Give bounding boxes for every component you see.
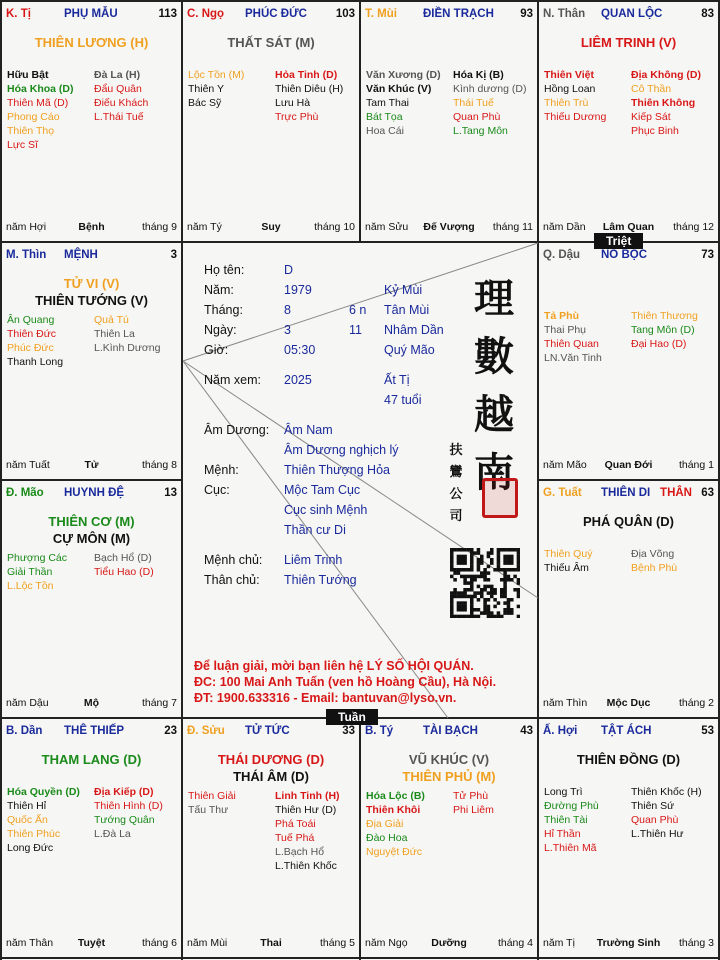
palace-year: năm Thìn bbox=[543, 697, 588, 709]
minor-star: Thiên Không bbox=[631, 97, 696, 109]
year-can: Kỷ Mùi bbox=[384, 283, 423, 297]
palace-year: năm Thân bbox=[6, 937, 54, 949]
palace-house: HUYNH ĐỆ bbox=[64, 487, 125, 499]
palace-month: tháng 12 bbox=[673, 221, 714, 233]
palace-house: QUAN LỘC bbox=[601, 8, 663, 20]
minor-star: Thiên Quan bbox=[544, 338, 599, 350]
name-label: Họ tên: bbox=[204, 263, 245, 277]
palace-month: tháng 10 bbox=[314, 221, 355, 233]
palace-house: PHỤ MẪU bbox=[64, 8, 118, 20]
palace-branch: N. Thân bbox=[543, 8, 586, 20]
life-stage: Lâm Quan bbox=[602, 221, 655, 233]
minor-star: Thai Phụ bbox=[544, 324, 587, 336]
main-star: THÁI ÂM (D) bbox=[233, 769, 309, 784]
minor-star: LN.Văn Tinh bbox=[544, 352, 602, 364]
palace-month: tháng 4 bbox=[497, 937, 533, 949]
palace-month: tháng 11 bbox=[492, 221, 533, 233]
palace-number: 3 bbox=[170, 249, 177, 261]
palace-house: MỆNH bbox=[64, 249, 98, 261]
palace-house: ĐIỀN TRẠCH bbox=[423, 8, 494, 20]
cuc-value-3: Thần cư Di bbox=[284, 523, 346, 537]
minor-star: Thiên La bbox=[94, 328, 135, 340]
day-label: Ngày: bbox=[204, 323, 237, 337]
cuc-value: Mộc Tam Cục bbox=[284, 483, 361, 497]
triet-tag: Triệt bbox=[594, 233, 643, 249]
minor-star: Linh Tinh (H) bbox=[275, 790, 340, 802]
minor-star: L.Thiên Khốc bbox=[275, 860, 337, 872]
palace-month: tháng 3 bbox=[678, 937, 714, 949]
minor-star: Kiếp Sát bbox=[631, 111, 671, 123]
minor-star: Bệnh Phù bbox=[631, 562, 678, 574]
minor-star: Quan Phù bbox=[453, 111, 501, 123]
menhchu-value: Liêm Trinh bbox=[284, 553, 343, 567]
menh-label: Mệnh: bbox=[204, 463, 239, 477]
minor-star: Hoa Cái bbox=[366, 125, 404, 137]
main-star: THÁI DƯƠNG (D) bbox=[217, 752, 325, 767]
contact-line-1: Để luận giải, mời bạn liên hệ LÝ SỐ HỘI QUÁN. bbox=[194, 659, 474, 673]
cuc-value-2: Cục sinh Mệnh bbox=[284, 503, 368, 517]
palace-year: năm Hợi bbox=[6, 221, 47, 233]
main-star: THIÊN TƯỚNG (V) bbox=[35, 293, 148, 308]
life-stage: Tuyệt bbox=[77, 937, 106, 949]
palace-branch: Ấ. Hợi bbox=[543, 725, 578, 737]
minor-star: Hóa Quyền (D) bbox=[7, 786, 80, 798]
day-extra: 11 bbox=[349, 323, 362, 337]
palace-number: 73 bbox=[701, 249, 714, 261]
palace-branch: C. Ngọ bbox=[187, 8, 225, 20]
minor-star: Nguyệt Đức bbox=[366, 846, 423, 858]
minor-star: Quốc Ấn bbox=[7, 814, 48, 826]
minor-star: Phúc Đức bbox=[7, 342, 54, 354]
palace-house: THÊ THIẾP bbox=[64, 725, 125, 737]
life-stage: Bệnh bbox=[78, 221, 105, 233]
month-label: Tháng: bbox=[204, 303, 243, 317]
minor-star: Ân Quang bbox=[7, 314, 55, 326]
minor-star: Tướng Quân bbox=[94, 814, 155, 826]
minor-star: Thái Tuế bbox=[453, 97, 494, 109]
main-star: TỬ VI (V) bbox=[63, 276, 120, 291]
palace-house: TÀI BẠCH bbox=[423, 725, 478, 737]
tuan-tag: Tuần bbox=[326, 709, 378, 725]
main-star: CỰ MÔN (M) bbox=[52, 531, 131, 546]
palace-branch: G. Tuất bbox=[543, 487, 582, 499]
minor-star: Tiểu Hao (D) bbox=[94, 566, 154, 578]
minor-star: Đẩu Quân bbox=[94, 83, 142, 95]
minor-star: Hữu Bật bbox=[7, 69, 49, 81]
minor-star: Thiên Mã (D) bbox=[7, 97, 69, 109]
palace-month: tháng 9 bbox=[141, 221, 177, 233]
minor-star: Thiên Tài bbox=[544, 814, 588, 826]
minor-star: Thiên Phúc bbox=[7, 828, 61, 840]
minor-star: Hỏa Tinh (D) bbox=[275, 69, 338, 81]
minor-star: L.Thiên Hư bbox=[631, 828, 684, 840]
minor-star: L.Tang Môn bbox=[453, 125, 508, 137]
life-stage: Đế Vượng bbox=[423, 221, 475, 233]
minor-star: Thiên Khốc (H) bbox=[631, 786, 702, 798]
minor-star: Giải Thần bbox=[7, 566, 53, 578]
hour-can: Quý Mão bbox=[384, 343, 435, 357]
palace-year: năm Mùi bbox=[187, 937, 228, 949]
minor-star: Thiên Quý bbox=[544, 548, 593, 560]
minor-star: Long Đức bbox=[7, 842, 54, 854]
minor-star: Tấu Thư bbox=[188, 804, 229, 816]
minor-star: Thiên Việt bbox=[544, 69, 594, 81]
palace-month: tháng 1 bbox=[678, 459, 714, 471]
minor-star: Thiếu Dương bbox=[544, 111, 607, 123]
minor-star: Thiếu Âm bbox=[544, 562, 589, 574]
minor-star: Thiên Hình (D) bbox=[94, 800, 163, 812]
amduong-label: Âm Dương: bbox=[204, 423, 270, 437]
palace-house: PHÚC ĐỨC bbox=[245, 8, 307, 20]
seal-stamp bbox=[482, 478, 518, 518]
minor-star: Tang Môn (D) bbox=[631, 324, 695, 336]
minor-star: Hóa Lộc (B) bbox=[366, 790, 425, 802]
thanchu-value: Thiên Tướng bbox=[284, 573, 357, 587]
minor-star: Phá Toái bbox=[275, 818, 316, 830]
month-value: 8 bbox=[284, 303, 291, 317]
minor-star: Tuế Phá bbox=[275, 832, 315, 844]
contact-line-3: ĐT: 1900.633316 - Email: bantuvan@lyso.vn. bbox=[194, 691, 457, 705]
view-year-value: 2025 bbox=[284, 373, 312, 387]
palace-year: năm Tuất bbox=[6, 459, 50, 471]
minor-star: Tam Thai bbox=[366, 97, 409, 109]
minor-star: Quan Phù bbox=[631, 814, 679, 826]
minor-star: Phong Cáo bbox=[7, 111, 60, 123]
minor-star: Bác Sỹ bbox=[188, 97, 222, 109]
view-year-can: Ất Tị bbox=[384, 373, 410, 387]
life-stage: Dưỡng bbox=[431, 937, 467, 949]
life-stage: Quan Đới bbox=[604, 459, 653, 471]
year-value: 1979 bbox=[284, 283, 312, 297]
minor-star: Đào Hoa bbox=[366, 832, 408, 844]
minor-star: Long Trì bbox=[544, 786, 583, 798]
month-can: Tân Mùi bbox=[384, 303, 430, 317]
palace-month: tháng 8 bbox=[141, 459, 177, 471]
minor-star: Thiên Giải bbox=[188, 790, 236, 802]
palace-year: năm Sửu bbox=[365, 221, 409, 233]
minor-star: Đường Phù bbox=[544, 800, 599, 812]
minor-star: Cô Thần bbox=[631, 83, 672, 95]
palace-number: 43 bbox=[520, 725, 533, 737]
main-star: LIÊM TRINH (V) bbox=[580, 35, 677, 50]
palace-branch: B. Dần bbox=[6, 725, 43, 737]
minor-star: Hóa Kị (B) bbox=[453, 69, 504, 81]
minor-star: Bạch Hổ (D) bbox=[94, 552, 152, 564]
palace-branch: Q. Dậu bbox=[543, 249, 581, 261]
main-star: THIÊN LƯƠNG (H) bbox=[34, 35, 149, 50]
age-value: 47 tuổi bbox=[384, 393, 422, 407]
main-star: THAM LANG (D) bbox=[41, 752, 142, 767]
life-stage: Suy bbox=[261, 221, 281, 233]
menhchu-label: Mệnh chủ: bbox=[204, 553, 263, 567]
contact-line-2: ĐC: 100 Mai Anh Tuấn (ven hồ Hoàng Cầu), Hà Nội. bbox=[194, 675, 497, 689]
palace-branch: Đ. Sửu bbox=[187, 725, 225, 737]
minor-star: Kình dương (D) bbox=[453, 83, 527, 95]
minor-star: Hóa Khoa (D) bbox=[7, 83, 74, 95]
palace-number: 83 bbox=[701, 8, 714, 20]
minor-star: Thiên Hỉ bbox=[7, 800, 47, 812]
cuc-label: Cục: bbox=[204, 483, 230, 497]
minor-star: Lưu Hà bbox=[275, 97, 311, 109]
palace-branch: Đ. Mão bbox=[6, 487, 44, 499]
menh-value: Thiên Thượng Hỏa bbox=[284, 463, 390, 477]
minor-star: Trực Phù bbox=[275, 111, 319, 123]
palace-number: 23 bbox=[164, 725, 177, 737]
palace-branch: M. Thìn bbox=[6, 249, 47, 261]
minor-star: Hỉ Thần bbox=[544, 828, 581, 840]
palace-number: 13 bbox=[164, 487, 177, 499]
minor-star: Điếu Khách bbox=[94, 97, 149, 109]
minor-star: Thiên Thương bbox=[631, 310, 698, 322]
minor-star: Bát Tọa bbox=[366, 111, 403, 123]
palace-house: TỬ TỨC bbox=[245, 725, 290, 737]
life-stage: Tử bbox=[84, 459, 99, 471]
qr-code[interactable] bbox=[450, 548, 520, 618]
main-star: THIÊN CƠ (M) bbox=[48, 514, 135, 529]
day-can: Nhâm Dần bbox=[384, 323, 444, 337]
minor-star: Hồng Loan bbox=[544, 83, 596, 95]
palace-year: năm Dậu bbox=[6, 697, 49, 709]
palace-branch: K. Tị bbox=[6, 8, 31, 20]
minor-star: Thanh Long bbox=[7, 356, 64, 368]
minor-star: L.Đà La bbox=[94, 828, 131, 840]
life-stage: Mộc Dục bbox=[606, 697, 651, 709]
minor-star: Phục Binh bbox=[631, 125, 679, 137]
view-year-label: Năm xem: bbox=[204, 373, 261, 387]
main-star: THẤT SÁT (M) bbox=[227, 35, 315, 50]
minor-star: Địa Kiếp (D) bbox=[94, 786, 154, 798]
month-extra: 6 n bbox=[349, 303, 367, 317]
palace-month: tháng 7 bbox=[141, 697, 177, 709]
minor-star: Thiên Diêu (H) bbox=[275, 83, 344, 95]
minor-star: Địa Võng bbox=[631, 548, 675, 560]
amduong-value-2: Âm Dương nghịch lý bbox=[284, 443, 399, 457]
palace-house: NÔ BỘC bbox=[601, 249, 647, 261]
day-value: 3 bbox=[284, 323, 291, 337]
minor-star: Thiên Trù bbox=[544, 97, 589, 109]
minor-star: Lộc Tồn (M) bbox=[188, 69, 245, 81]
palace-month: tháng 5 bbox=[319, 937, 355, 949]
hour-label: Giờ: bbox=[204, 343, 229, 357]
hour-value: 05:30 bbox=[284, 343, 316, 357]
minor-star: Phượng Các bbox=[7, 552, 68, 564]
minor-star: Lực Sĩ bbox=[7, 139, 38, 151]
minor-star: Thiên Thọ bbox=[7, 125, 55, 137]
main-star: THIÊN ĐỒNG (D) bbox=[576, 752, 681, 767]
minor-star: L.Kình Dương bbox=[94, 342, 161, 354]
minor-star: Tử Phù bbox=[453, 790, 489, 802]
minor-star: Đà La (H) bbox=[94, 69, 141, 81]
main-star: PHÁ QUÂN (D) bbox=[583, 514, 674, 529]
minor-star: Địa Không (D) bbox=[631, 69, 701, 81]
calligraphy-vertical: 理 數 越 南 bbox=[474, 275, 514, 496]
palace-house: TẬT ÁCH bbox=[601, 725, 652, 737]
palace-number: 93 bbox=[520, 8, 533, 20]
main-star: VŨ KHÚC (V) bbox=[408, 752, 490, 767]
palace-month: tháng 2 bbox=[678, 697, 714, 709]
minor-star: Phi Liêm bbox=[453, 804, 494, 816]
minor-star: Văn Xương (D) bbox=[366, 69, 441, 81]
amduong-value: Âm Nam bbox=[284, 423, 333, 437]
name-value: D bbox=[284, 263, 294, 277]
palace-number: 103 bbox=[335, 8, 355, 20]
minor-star: Thiên Đức bbox=[7, 328, 57, 340]
palace-number: 33 bbox=[342, 725, 355, 737]
main-star: THIÊN PHỦ (M) bbox=[402, 769, 496, 784]
thanchu-label: Thân chủ: bbox=[204, 573, 260, 587]
minor-star: L.Thiên Mã bbox=[544, 842, 597, 854]
minor-star: Tả Phù bbox=[544, 310, 580, 322]
minor-star: Thiên Hư (D) bbox=[275, 804, 337, 816]
minor-star: L.Lộc Tồn bbox=[7, 580, 54, 592]
calligraphy-small: 扶 鸞 公 司 bbox=[449, 443, 463, 524]
palace-year: năm Tị bbox=[543, 937, 575, 949]
minor-star: Thiên Khôi bbox=[366, 804, 421, 816]
palace-branch: B. Tý bbox=[365, 725, 394, 737]
life-stage: Trường Sinh bbox=[596, 937, 661, 949]
minor-star: Quả Tú bbox=[94, 314, 129, 326]
palace-number: 53 bbox=[701, 725, 714, 737]
minor-star: Đại Hao (D) bbox=[631, 338, 687, 350]
palace-branch: T. Mùi bbox=[365, 8, 397, 20]
palace-year: năm Mão bbox=[543, 459, 587, 471]
palace-number: 113 bbox=[158, 8, 177, 20]
year-label: Năm: bbox=[204, 283, 234, 297]
life-stage: Thai bbox=[260, 937, 282, 949]
minor-star: Thiên Sứ bbox=[631, 800, 675, 812]
palace-year: năm Dần bbox=[543, 221, 586, 233]
minor-star: Địa Giải bbox=[366, 818, 404, 830]
minor-star: L.Thái Tuế bbox=[94, 111, 144, 123]
minor-star: Văn Khúc (V) bbox=[366, 83, 432, 95]
palace-month: tháng 6 bbox=[141, 937, 177, 949]
than-marker: THÂN bbox=[660, 487, 692, 499]
minor-star: L.Bạch Hổ bbox=[275, 846, 325, 858]
palace-year: năm Ngọ bbox=[365, 937, 408, 949]
palace-number: 63 bbox=[701, 487, 714, 499]
palace-house: THIÊN DI bbox=[601, 487, 651, 499]
palace-year: năm Tý bbox=[187, 221, 222, 233]
life-stage: Mộ bbox=[83, 697, 100, 709]
minor-star: Thiên Y bbox=[188, 83, 224, 95]
